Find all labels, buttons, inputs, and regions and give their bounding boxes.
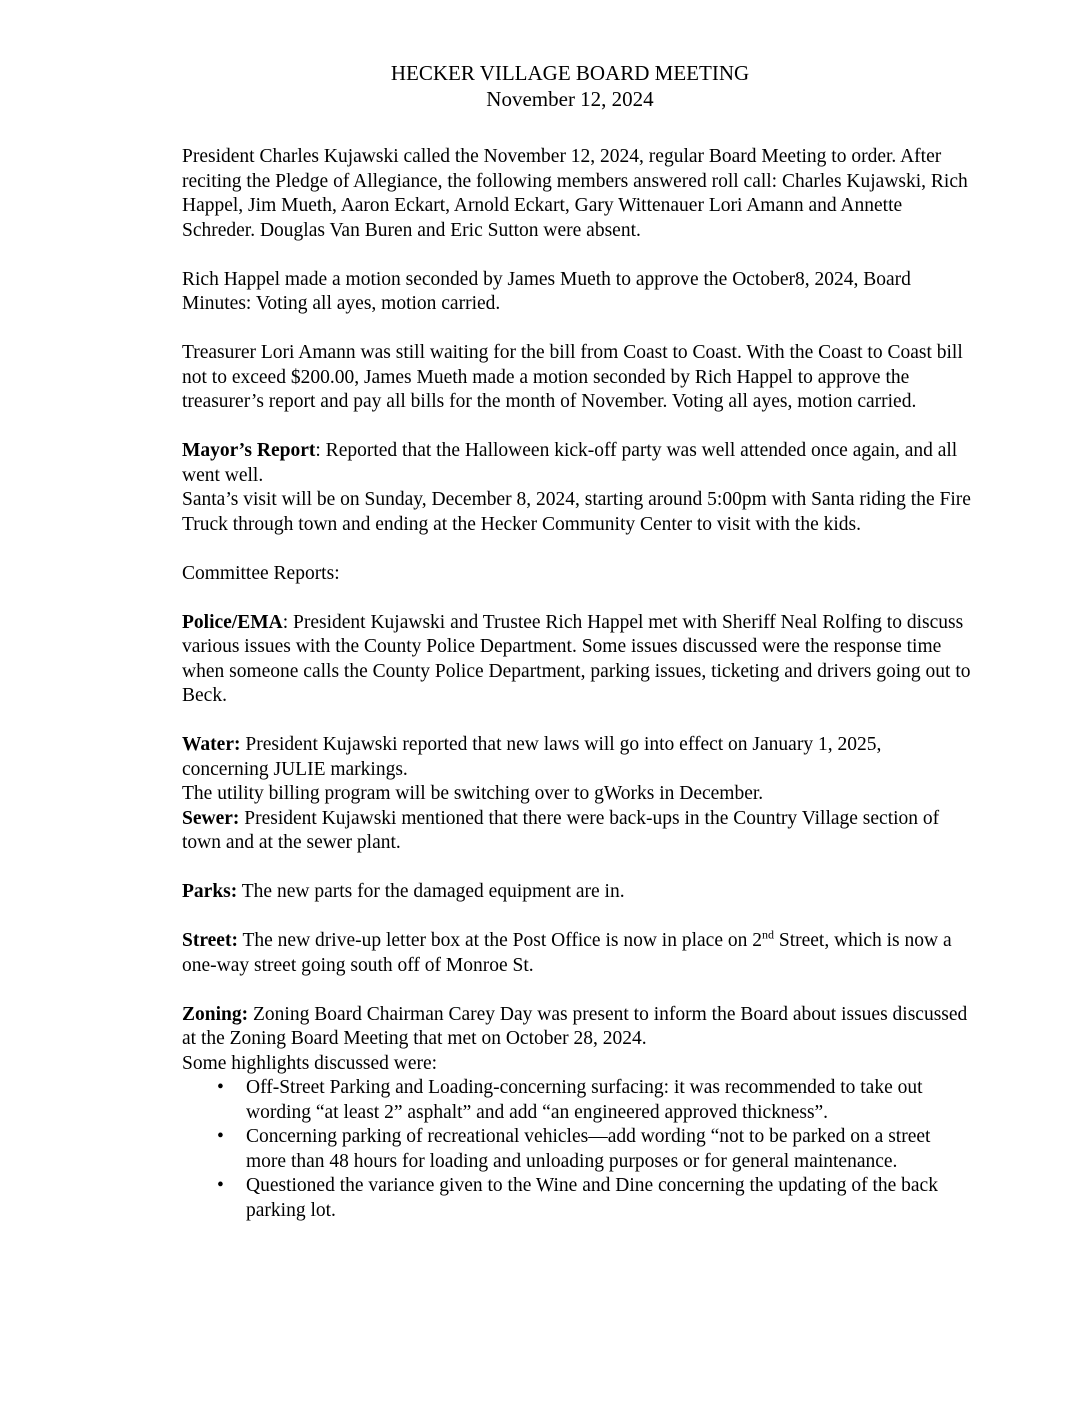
parks-label: Parks: [182,881,238,902]
mayors-report-section [182,439,972,537]
meeting-date: November 12, 2024 [486,87,654,111]
bullet-icon: • [217,1175,224,1196]
street-section [182,929,972,978]
santa-visit-text: Santa’s visit will be on Sunday, December 8, 2024, starting around 5:00pm with Santa riding the Fire Truck through town and ending at the Hecker Community Center to visit with the kids. [182,489,971,535]
street-superscript: nd [761,927,774,942]
water-section [182,733,972,807]
zoning-highlights-list [182,1076,972,1223]
sewer-text: President Kujawski mentioned that there were back-ups in the Country Village section of town and at the sewer plant. [182,807,940,853]
document-header [0,60,1088,112]
zoning-label: Zoning: [182,1003,249,1025]
sewer-section [182,807,972,856]
water-label: Water: [182,734,241,755]
treasurer-paragraph: Treasurer Lori Amann was still waiting for the bill from Coast to Coast. With the Coast to Coast bill not to exceed $200.00, James Mueth made a motion seconded by Rich Happel to approve the treasurer’s report and pay all bills for the month of November. Voting all ayes, motion carried. [182,342,963,412]
police-ema-label: Police/EMA [182,611,283,633]
list-item-text: Off-Street Parking and Loading-concerning surfacing: it was recommended to take out wording “at least 2” asphalt” and add “an engineered approved thickness”. [246,1077,923,1123]
water-text: President Kujawski reported that new laws will go into effect on January 1, 2025, concerning JULIE markings. [182,734,882,780]
mayors-report-label: Mayor’s Report [182,440,316,461]
zoning-highlights-intro: Some highlights discussed were: [182,1052,438,1074]
zoning-text: Zoning Board Chairman Carey Day was present to inform the Board about issues discussed at the Zoning Board Meeting that met on October 28, 2024. [182,1003,968,1049]
committee-reports-heading: Committee Reports: [182,562,340,584]
bullet-icon: • [217,1077,224,1098]
street-text-after: Street, which is now a one-way street going south off of Monroe St. [182,930,952,976]
list-item-text: Concerning parking of recreational vehicles—add wording “not to be parked on a street more than 48 hours for loading and unloading purposes or for general maintenance. [246,1126,931,1172]
list-item [217,1174,972,1223]
list-item-text: Questioned the variance given to the Wine and Dine concerning the updating of the back parking lot. [246,1175,938,1221]
police-ema-section [182,611,972,709]
zoning-section [182,1003,972,1077]
police-ema-text: : President Kujawski and Trustee Rich Happel met with Sheriff Neal Rolfing to discuss various issues with the County Police Department. Some issues discussed were the response time when someone calls the County Police Department, parking issues, ticketing and drivers going out to Beck. [182,611,971,706]
bullet-icon: • [217,1126,224,1147]
street-label: Street: [182,930,238,951]
call-to-order-paragraph: President Charles Kujawski called the November 12, 2024, regular Board Meeting to order. After reciting the Pledge of Allegiance, the following members answered roll call: Charles Kujawski, Rich Happel, Jim Mueth, Aaron Eckart, Arnold Eckart, Gary Wittenauer Lori Amann and Annette Schreder. Douglas Van Buren and Eric Sutton were absent. [182,146,968,241]
minutes-paragraph: Rich Happel made a motion seconded by James Mueth to approve the October8, 2024, Board Minutes: Voting all ayes, motion carried. [182,268,911,314]
parks-section [182,880,972,905]
water-billing-text: The utility billing program will be switching over to gWorks in December. [182,783,764,804]
list-item [217,1125,972,1174]
mayors-report-text: : Reported that the Halloween kick-off party was well attended once again, and all went well. [182,440,958,486]
document-body [182,145,972,1223]
street-text-before: The new drive-up letter box at the Post Office is now in place on 2 [237,930,762,951]
document-title: HECKER VILLAGE BOARD MEETING [390,61,750,85]
list-item [217,1076,972,1125]
sewer-label: Sewer: [182,807,240,829]
parks-text: The new parts for the damaged equipment are in. [237,881,625,902]
